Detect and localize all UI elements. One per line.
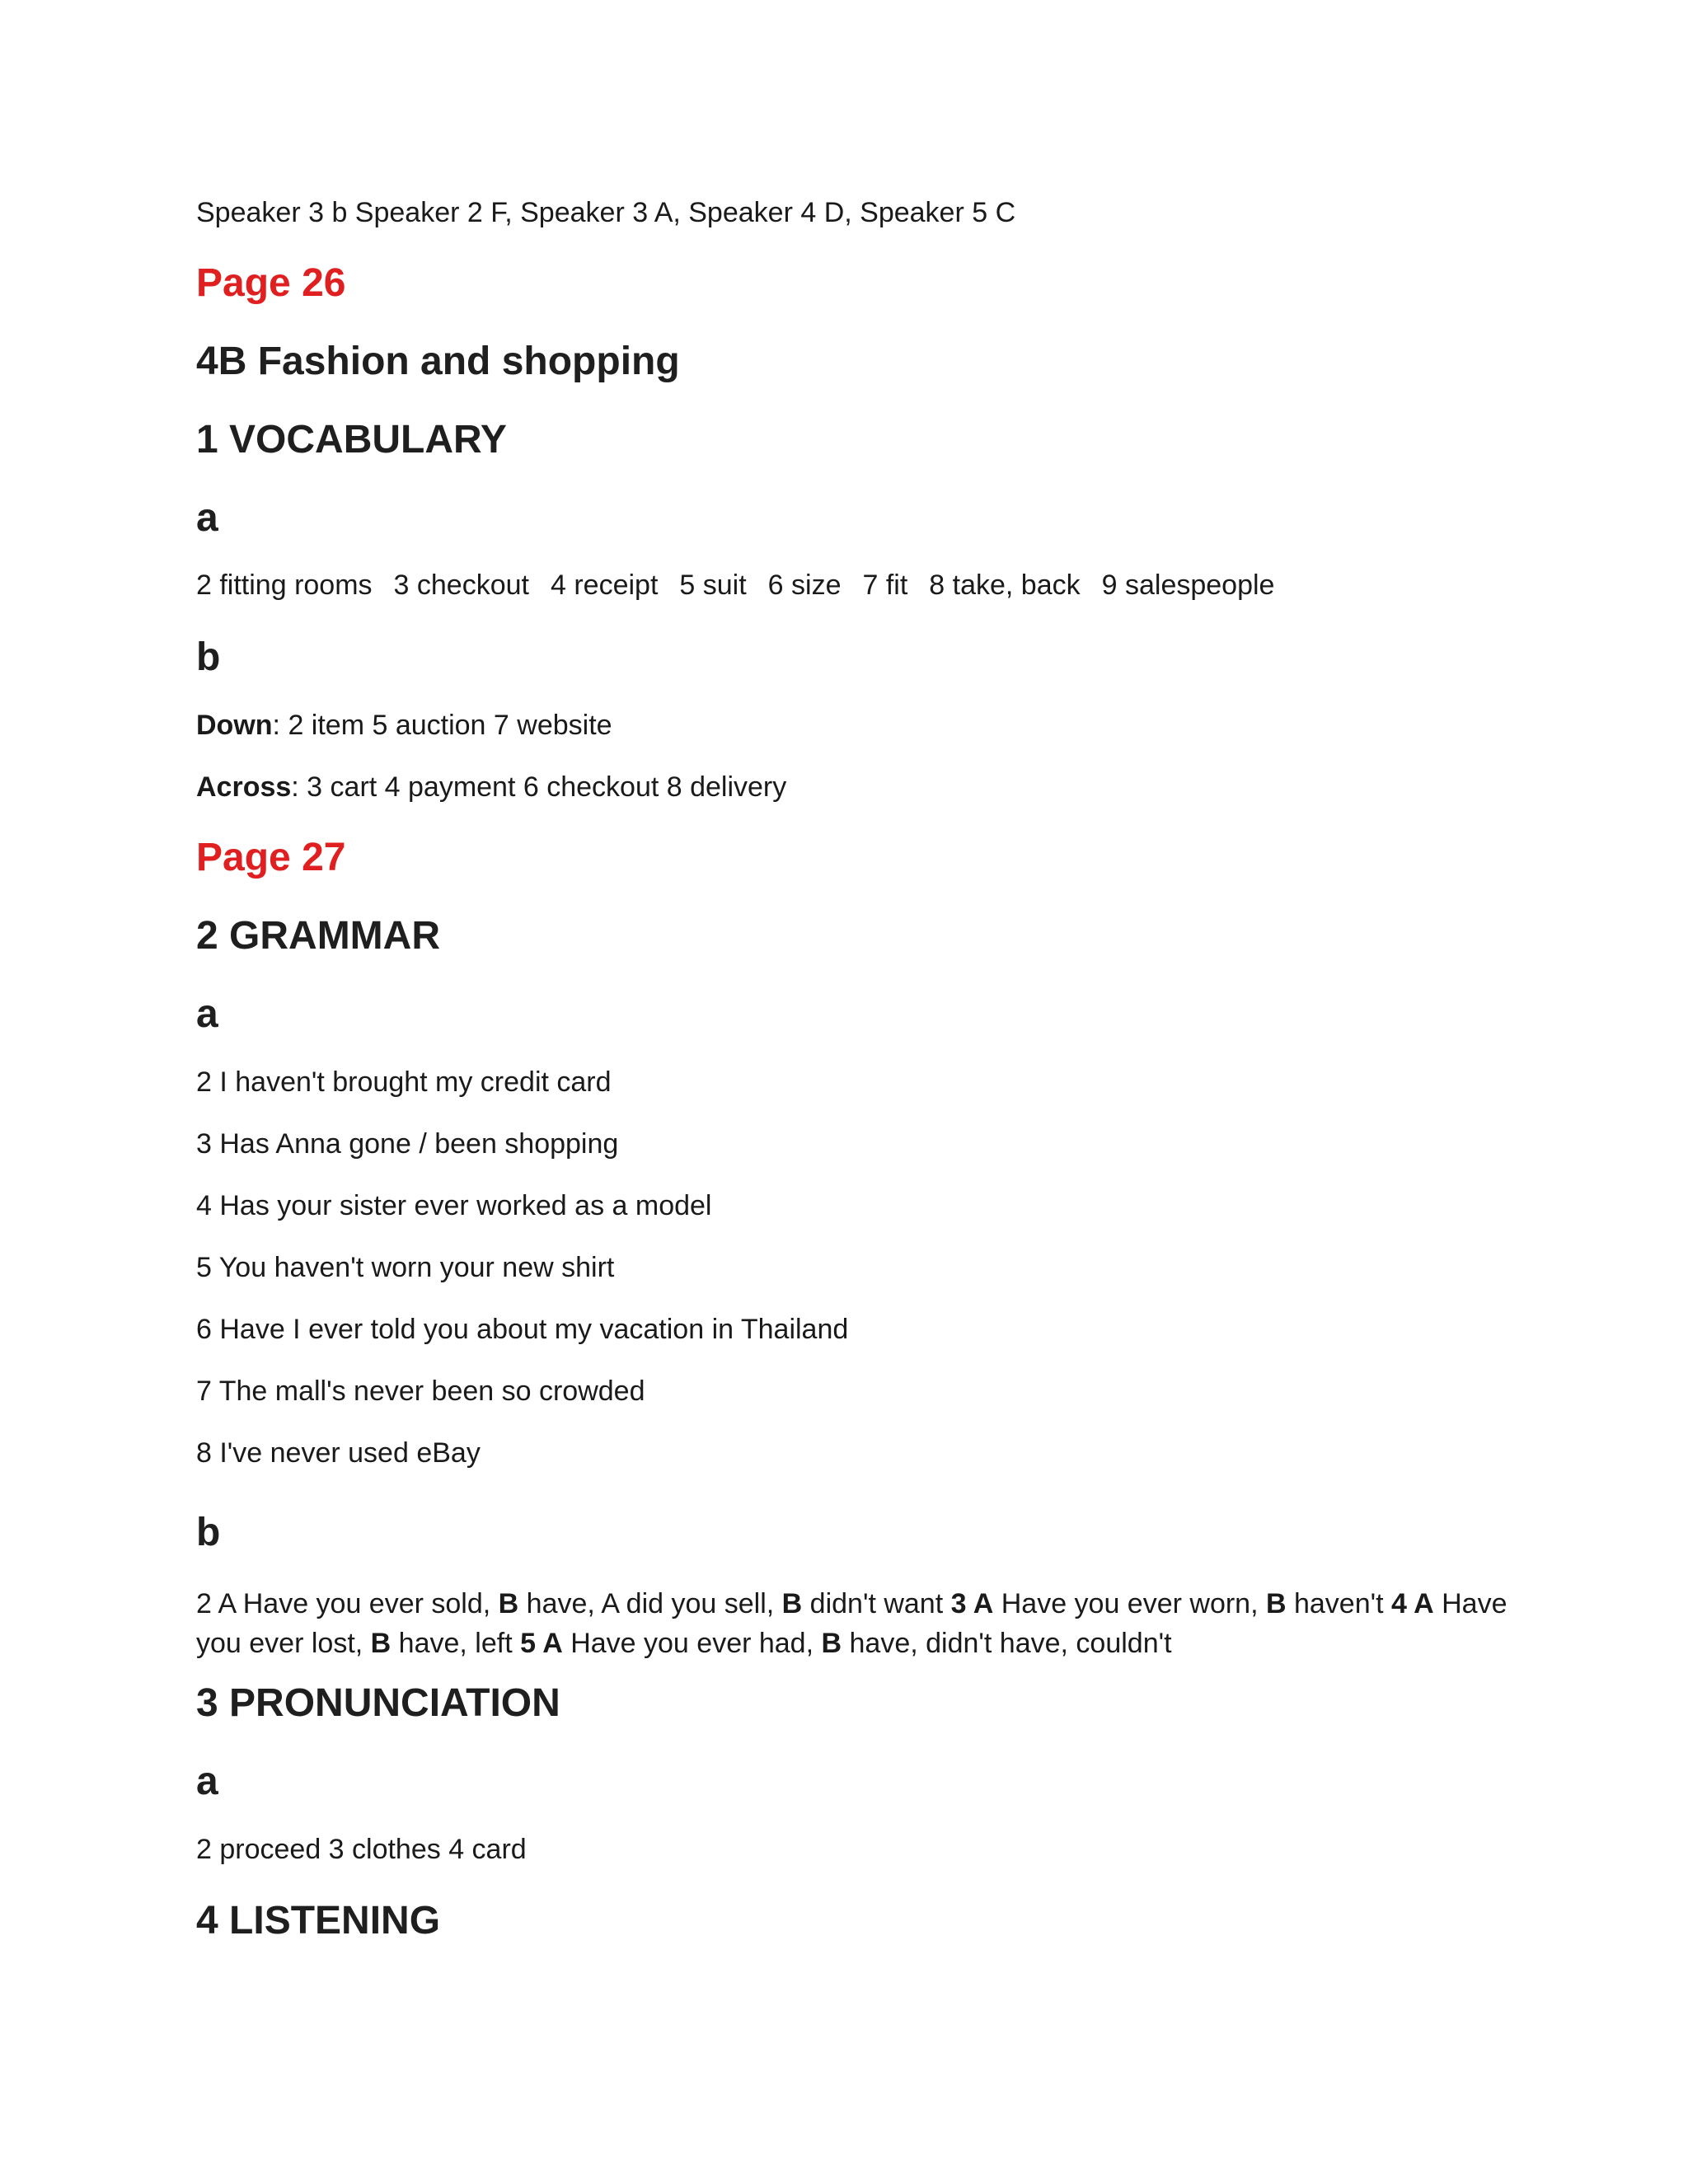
- across-answers: [196, 767, 786, 807]
- bold-run: B: [821, 1628, 842, 1659]
- speaker-answers-line: Speaker 3 b Speaker 2 F, Speaker 3 A, Speaker 4 D, Speaker 5 C: [196, 197, 1016, 228]
- pronunciation-heading: 3 PRONUNCIATION: [196, 1681, 560, 1725]
- grammar-b-line-2: [196, 1624, 1172, 1663]
- grammar-a-item: 7 The mall's never been so crowded: [196, 1376, 645, 1407]
- grammar-a-item: 4 Has your sister ever worked as a model: [196, 1190, 712, 1221]
- text-run: you ever lost,: [196, 1628, 371, 1659]
- text-run: 2 A Have you ever sold,: [196, 1588, 499, 1619]
- down-text: : 2 item 5 auction 7 website: [272, 710, 612, 741]
- answer-item: 4 receipt: [550, 569, 659, 601]
- across-text: : 3 cart 4 payment 6 checkout 8 delivery: [291, 771, 787, 803]
- listening-heading: 4 LISTENING: [196, 1899, 441, 1943]
- vocabulary-a-label: a: [196, 496, 218, 540]
- bold-run: 4 A: [1391, 1588, 1434, 1619]
- grammar-a-item: 8 I've never used eBay: [196, 1437, 481, 1469]
- text-run: haven't: [1286, 1588, 1392, 1619]
- text-run: have, didn't have, couldn't: [842, 1628, 1172, 1659]
- answer-item: 8 take, back: [929, 569, 1081, 601]
- answer-item: 7 fit: [862, 569, 908, 601]
- answer-item: 6 size: [767, 569, 842, 601]
- answer-item: 2 fitting rooms: [196, 569, 373, 601]
- bold-run: B: [1265, 1588, 1287, 1619]
- grammar-a-item: 6 Have I ever told you about my vacation in Thailand: [196, 1314, 849, 1345]
- vocabulary-a-answers: [196, 565, 1274, 605]
- vocabulary-heading: 1 VOCABULARY: [196, 418, 507, 462]
- text-run: didn't want: [802, 1588, 951, 1619]
- grammar-a-item: 5 You haven't worn your new shirt: [196, 1252, 615, 1283]
- answer-item: 9 salespeople: [1101, 569, 1275, 601]
- vocabulary-b-label: b: [196, 635, 221, 679]
- grammar-a-label: a: [196, 992, 218, 1036]
- across-label: Across: [196, 771, 292, 803]
- grammar-a-item: 2 I haven't brought my credit card: [196, 1066, 612, 1098]
- down-answers: [196, 705, 612, 745]
- pronunciation-a-label: a: [196, 1760, 218, 1803]
- grammar-b-line-1: [196, 1584, 1507, 1624]
- unit-title: 4B Fashion and shopping: [196, 340, 680, 383]
- text-run: have, left: [391, 1628, 521, 1659]
- bold-run: B: [498, 1588, 519, 1619]
- page-26-label: Page 26: [196, 261, 346, 305]
- bold-run: 3 A: [950, 1588, 994, 1619]
- grammar-heading: 2 GRAMMAR: [196, 914, 440, 958]
- text-run: Have you ever worn,: [993, 1588, 1266, 1619]
- text-run: Have: [1433, 1588, 1507, 1619]
- page-27-label: Page 27: [196, 836, 346, 879]
- answer-item: 3 checkout: [393, 569, 529, 601]
- pronunciation-a-answers: 2 proceed 3 clothes 4 card: [196, 1834, 527, 1865]
- answer-item: 5 suit: [679, 569, 747, 601]
- down-label: Down: [196, 710, 273, 741]
- text-run: have, A did you sell,: [518, 1588, 782, 1619]
- grammar-b-label: b: [196, 1511, 221, 1554]
- bold-run: 5 A: [520, 1628, 563, 1659]
- text-run: Have you ever had,: [562, 1628, 822, 1659]
- bold-run: B: [370, 1628, 392, 1659]
- grammar-a-item: 3 Has Anna gone / been shopping: [196, 1128, 619, 1160]
- bold-run: B: [781, 1588, 803, 1619]
